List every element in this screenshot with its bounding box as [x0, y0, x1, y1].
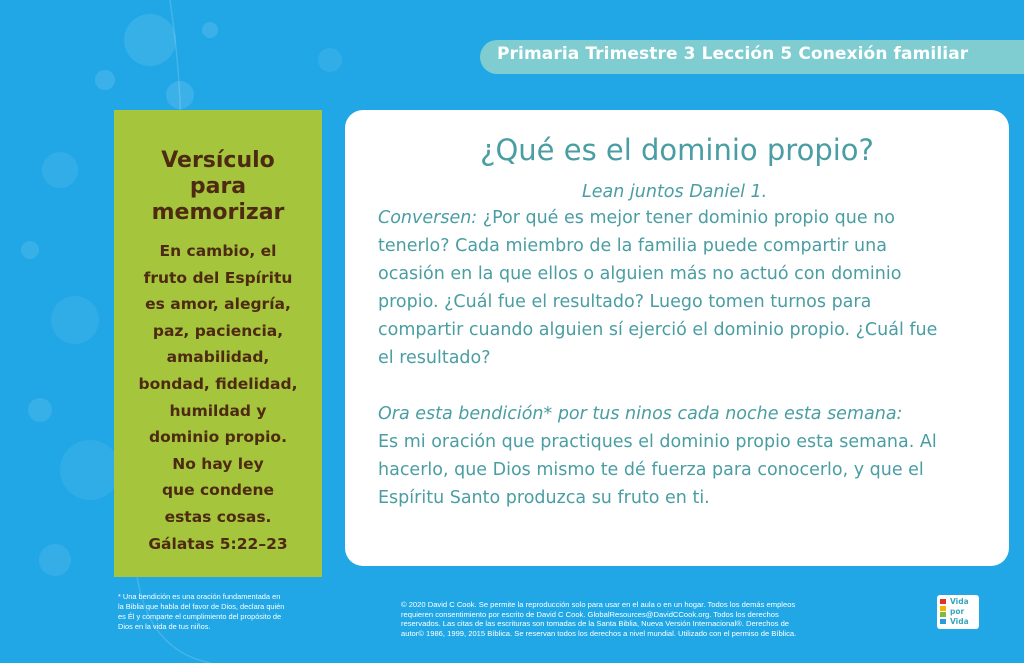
logo-text [950, 597, 978, 627]
memory-verse-line: que condene [161, 481, 275, 500]
logo-stripe [940, 599, 946, 604]
lesson-header-title: Primaria Trimestre 3 Lección 5 Conexión familiar [497, 44, 969, 64]
memory-verse-line: amabilidad, [166, 348, 270, 367]
copyright-line: reservados. Las citas de las escrituras son tomadas de la Santa Biblia, Nueva Versión Internacional®. Derechos de [401, 619, 790, 628]
read-instruction: Lean juntos Daniel 1. [582, 182, 768, 202]
blessing-line: hacerlo, que Dios mismo te dé fuerza para conocerlo, y que el [378, 460, 924, 480]
logo-word: Vida [950, 617, 969, 626]
footnote-line: es Él y comparte el cumplimiento del propósito de [118, 612, 282, 621]
converse-line: tenerlo? Cada miembro de la familia puede compartir una [378, 236, 887, 256]
memory-verse-line: paz, paciencia, [152, 321, 284, 340]
converse-line: compartir cuando alguien sí ejerció el dominio propio. ¿Cuál fue [378, 320, 938, 340]
memory-verse-line: En cambio, el [159, 242, 277, 260]
footnote-line: * Una bendición es una oración fundamentada en [118, 592, 281, 601]
memory-verse-line: bondad, fidelidad, [138, 374, 298, 393]
footnote-line: Dios en la vida de tus niños. [118, 622, 211, 631]
logo-stripes [940, 599, 946, 625]
memory-verse-line: es amor, alegría, [145, 295, 291, 314]
memory-verse-reference: Gálatas 5:22–23 [148, 534, 288, 553]
converse-line: ocasión en la que ellos o alguien más no actuó con dominio [378, 264, 902, 284]
footnote-line: la Biblia que habla del favor de Dios, declara quién [118, 602, 285, 611]
logo-stripe [940, 606, 946, 611]
memory-verse-line: fruto del Espíritu [143, 268, 293, 287]
prayer-heading: Ora esta bendición* por tus ninos cada noche esta semana: [378, 404, 903, 424]
converse-line: el resultado? [378, 348, 491, 368]
logo-stripe [940, 619, 946, 624]
memory-verse-line: No hay ley [172, 454, 264, 473]
memory-verse-title-line: Versículo [161, 148, 275, 173]
vida-por-vida-logo [937, 595, 979, 629]
memory-verse-text [114, 238, 322, 557]
converse-text: ¿Por qué es mejor tener dominio propio que no [477, 208, 895, 228]
blessing-footnote [118, 592, 328, 632]
copyright-line: autor© 1986, 1999, 2015 Bíblica. Se reservan todos los derechos a nivel mundial. Utilizado con el permiso de Bíblica. [401, 628, 797, 638]
blessing-line: Es mi oración que practiques el dominio propio esta semana. Al [378, 432, 937, 452]
converse-line [378, 208, 895, 228]
memory-verse-title-line: para [189, 174, 247, 199]
converse-line: propio. ¿Cuál fue el resultado? Luego tomen turnos para [378, 292, 872, 312]
copyright-line: requieren consentimiento por escrito de David C Cook. GlobalResources@DavidCCook.org. Todos los derechos [401, 609, 779, 619]
copyright-notice [401, 600, 929, 638]
memory-verse-title-line: memorizar [151, 200, 285, 225]
logo-stripe [940, 612, 946, 617]
logo-word: Vida [950, 597, 969, 606]
blessing-line: Espíritu Santo produzca su fruto en ti. [378, 488, 710, 508]
memory-verse-line: humildad y [169, 401, 267, 420]
memory-verse-title [114, 148, 322, 226]
logo-word: por [950, 607, 965, 616]
memory-verse-line: estas cosas. [164, 507, 272, 526]
converse-label: Conversen: [378, 208, 478, 228]
main-title: ¿Qué es el dominio propio? [480, 133, 874, 167]
memory-verse-line: dominio propio. [149, 428, 287, 447]
copyright-line: © 2020 David C Cook. Se permite la reproducción solo para usar en el aula o en un hogar. Todos los demás empleos [401, 600, 796, 609]
